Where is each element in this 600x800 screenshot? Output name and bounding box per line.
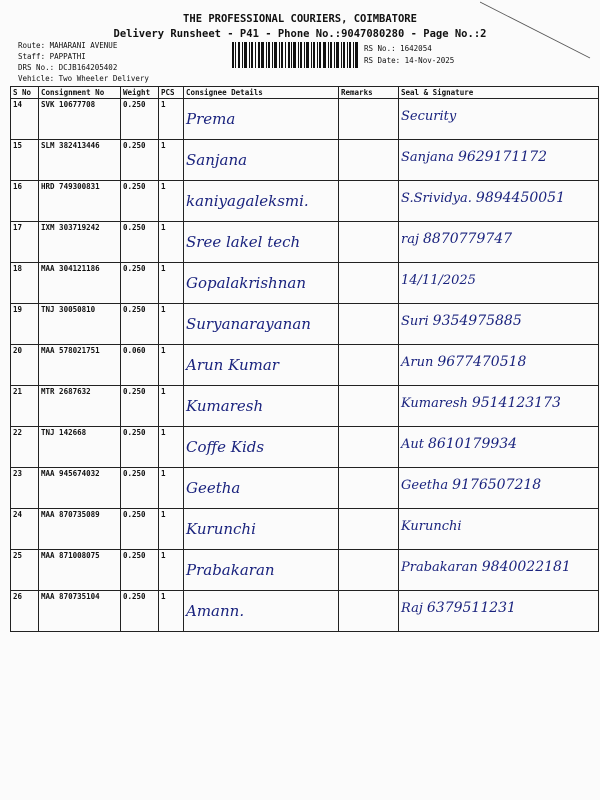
signature-phone: 9176507218	[452, 477, 542, 493]
sno-cell: 14	[11, 99, 39, 140]
vehicle-text: Vehicle: Two Wheeler Delivery	[18, 74, 149, 83]
signature-mark: raj	[401, 232, 419, 247]
weight-cell: 0.250	[121, 181, 159, 222]
table-row	[11, 550, 599, 591]
signature-phone: 8870779747	[423, 231, 513, 247]
signature-mark: Security	[401, 109, 457, 124]
consignee-handwriting: Arun Kumar	[186, 356, 279, 374]
table-row	[11, 345, 599, 386]
column-header-sno: S No	[11, 87, 39, 99]
consignment-cell: MAA 304121186	[39, 263, 121, 304]
barcode-image	[232, 42, 358, 68]
consignee-handwriting: kaniyagaleksmi.	[186, 192, 309, 210]
column-header-signature: Seal & Signature	[399, 87, 599, 99]
weight-cell: 0.250	[121, 263, 159, 304]
consignment-cell: IXM 303719242	[39, 222, 121, 263]
table-header-row	[11, 87, 599, 99]
pcs-cell: 1	[159, 263, 184, 304]
signature-handwriting	[401, 354, 596, 370]
signature-cell	[399, 427, 599, 468]
consignment-cell: SLM 382413446	[39, 140, 121, 181]
table-row	[11, 140, 599, 181]
signature-handwriting	[401, 600, 596, 616]
consignment-cell: MAA 871008075	[39, 550, 121, 591]
remarks-cell	[339, 550, 399, 591]
page-title: THE PROFESSIONAL COURIERS, COIMBATORE	[183, 13, 417, 25]
table-row	[11, 427, 599, 468]
sno-cell: 15	[11, 140, 39, 181]
signature-cell	[399, 509, 599, 550]
remarks-cell	[339, 386, 399, 427]
remarks-cell	[339, 509, 399, 550]
signature-cell	[399, 591, 599, 632]
sno-cell: 22	[11, 427, 39, 468]
pcs-cell: 1	[159, 345, 184, 386]
weight-cell: 0.250	[121, 222, 159, 263]
signature-phone: 9894450051	[475, 190, 565, 206]
signature-cell	[399, 550, 599, 591]
weight-cell: 0.250	[121, 550, 159, 591]
weight-cell: 0.250	[121, 99, 159, 140]
weight-cell: 0.250	[121, 304, 159, 345]
pcs-cell: 1	[159, 386, 184, 427]
signature-cell	[399, 222, 599, 263]
remarks-cell	[339, 345, 399, 386]
rs-date: RS Date: 14-Nov-2025	[364, 56, 455, 65]
sno-cell: 17	[11, 222, 39, 263]
weight-cell: 0.250	[121, 591, 159, 632]
route-text: Route: MAHARANI AVENUE	[18, 41, 118, 50]
signature-phone: 9840022181	[481, 559, 571, 575]
rs-number: RS No.: 1642054	[364, 44, 432, 53]
consignee-cell	[184, 140, 339, 181]
signature-mark: Arun	[401, 355, 434, 370]
sno-cell: 16	[11, 181, 39, 222]
pcs-cell: 1	[159, 468, 184, 509]
signature-mark: S.Srividya.	[401, 191, 472, 206]
consignee-cell	[184, 427, 339, 468]
signature-phone: 9354975885	[432, 313, 522, 329]
consignee-handwriting: Sanjana	[186, 151, 248, 169]
consignee-handwriting: Coffe Kids	[186, 438, 265, 456]
remarks-cell	[339, 181, 399, 222]
column-header-pcs: PCS	[159, 87, 184, 99]
consignment-cell: MAA 870735089	[39, 509, 121, 550]
column-header-consignment: Consignment No	[39, 87, 121, 99]
signature-mark: Geetha	[401, 478, 449, 493]
signature-mark: Prabakaran	[401, 560, 478, 575]
pcs-cell: 1	[159, 304, 184, 345]
signature-cell	[399, 181, 599, 222]
column-header-weight: Weight	[121, 87, 159, 99]
pcs-cell: 1	[159, 509, 184, 550]
table-row	[11, 509, 599, 550]
consignment-cell: MAA 945674032	[39, 468, 121, 509]
signature-mark: Sanjana	[401, 150, 454, 165]
pcs-cell: 1	[159, 222, 184, 263]
consignee-handwriting: Prema	[186, 110, 236, 128]
weight-cell: 0.250	[121, 427, 159, 468]
table-row	[11, 263, 599, 304]
weight-cell: 0.250	[121, 468, 159, 509]
pcs-cell: 1	[159, 181, 184, 222]
sno-cell: 23	[11, 468, 39, 509]
signature-handwriting	[401, 313, 596, 329]
table-row	[11, 181, 599, 222]
pcs-cell: 1	[159, 427, 184, 468]
consignee-cell	[184, 181, 339, 222]
signature-handwriting	[401, 518, 596, 534]
consignment-cell: SVK 10677708	[39, 99, 121, 140]
signature-phone: 9677470518	[437, 354, 527, 370]
signature-mark: Kurunchi	[401, 519, 462, 534]
signature-phone: 9514123173	[471, 395, 561, 411]
column-header-consignee: Consignee Details	[184, 87, 339, 99]
signature-phone: 9629171172	[457, 149, 548, 165]
signature-phone: 6379511231	[426, 600, 516, 616]
consignment-cell: HRD 749300831	[39, 181, 121, 222]
consignee-cell	[184, 509, 339, 550]
signature-handwriting	[401, 395, 596, 411]
consignee-cell	[184, 263, 339, 304]
page-subtitle: Delivery Runsheet - P41 - Phone No.:9047080280 - Page No.:2	[113, 28, 487, 40]
sno-cell: 24	[11, 509, 39, 550]
table-row	[11, 386, 599, 427]
drs-text: DRS No.: DCJB164205402	[18, 63, 118, 72]
weight-cell: 0.250	[121, 509, 159, 550]
weight-cell: 0.250	[121, 140, 159, 181]
signature-cell	[399, 140, 599, 181]
remarks-cell	[339, 222, 399, 263]
pcs-cell: 1	[159, 591, 184, 632]
consignment-cell: TNJ 30050810	[39, 304, 121, 345]
remarks-cell	[339, 468, 399, 509]
remarks-cell	[339, 591, 399, 632]
consignee-cell	[184, 386, 339, 427]
signature-cell	[399, 304, 599, 345]
signature-mark: Kumaresh	[401, 396, 468, 411]
staff-text: Staff: PAPPATHI	[18, 52, 86, 61]
consignee-cell	[184, 222, 339, 263]
consignee-cell	[184, 591, 339, 632]
remarks-cell	[339, 304, 399, 345]
signature-cell	[399, 99, 599, 140]
table-row	[11, 468, 599, 509]
signature-mark: Raj	[401, 601, 423, 616]
consignment-cell: MTR 2687632	[39, 386, 121, 427]
remarks-cell	[339, 427, 399, 468]
consignee-cell	[184, 99, 339, 140]
consignee-cell	[184, 304, 339, 345]
consignment-cell: TNJ 142668	[39, 427, 121, 468]
sno-cell: 25	[11, 550, 39, 591]
consignee-handwriting: Kurunchi	[186, 520, 256, 538]
signature-mark: Aut	[401, 437, 424, 452]
pcs-cell: 1	[159, 550, 184, 591]
signature-phone: 8610179934	[428, 436, 518, 452]
consignee-handwriting: Sree lakel tech	[186, 233, 301, 251]
signature-handwriting	[401, 231, 596, 247]
weight-cell: 0.250	[121, 386, 159, 427]
page-fold-line	[480, 0, 600, 60]
table-row	[11, 222, 599, 263]
consignee-cell	[184, 550, 339, 591]
signature-handwriting	[401, 477, 596, 493]
consignee-cell	[184, 468, 339, 509]
remarks-cell	[339, 140, 399, 181]
runsheet-table	[10, 86, 599, 632]
column-header-remarks: Remarks	[339, 87, 399, 99]
signature-handwriting	[401, 272, 596, 288]
consignee-handwriting: Kumaresh	[186, 397, 264, 415]
signature-cell	[399, 386, 599, 427]
signature-handwriting	[401, 436, 596, 452]
remarks-cell	[339, 263, 399, 304]
signature-cell	[399, 263, 599, 304]
signature-handwriting	[401, 559, 596, 575]
consignee-handwriting: Gopalakrishnan	[186, 274, 306, 292]
sno-cell: 20	[11, 345, 39, 386]
signature-handwriting	[401, 108, 596, 124]
remarks-cell	[339, 99, 399, 140]
pcs-cell: 1	[159, 140, 184, 181]
sno-cell: 18	[11, 263, 39, 304]
sno-cell: 21	[11, 386, 39, 427]
consignee-handwriting: Geetha	[186, 479, 241, 497]
pcs-cell: 1	[159, 99, 184, 140]
consignee-handwriting: Prabakaran	[186, 561, 275, 579]
consignee-cell	[184, 345, 339, 386]
sno-cell: 19	[11, 304, 39, 345]
consignment-cell: MAA 870735104	[39, 591, 121, 632]
signature-handwriting	[401, 190, 596, 206]
consignee-handwriting: Suryanarayanan	[186, 315, 311, 333]
consignee-handwriting: Amann.	[186, 602, 245, 620]
signature-handwriting	[401, 149, 596, 165]
table-row	[11, 591, 599, 632]
table-row	[11, 99, 599, 140]
signature-cell	[399, 468, 599, 509]
signature-mark: 14/11/2025	[401, 273, 476, 288]
signature-mark: Suri	[401, 314, 429, 329]
consignment-cell: MAA 578021751	[39, 345, 121, 386]
table-row	[11, 304, 599, 345]
sno-cell: 26	[11, 591, 39, 632]
signature-cell	[399, 345, 599, 386]
weight-cell: 0.060	[121, 345, 159, 386]
